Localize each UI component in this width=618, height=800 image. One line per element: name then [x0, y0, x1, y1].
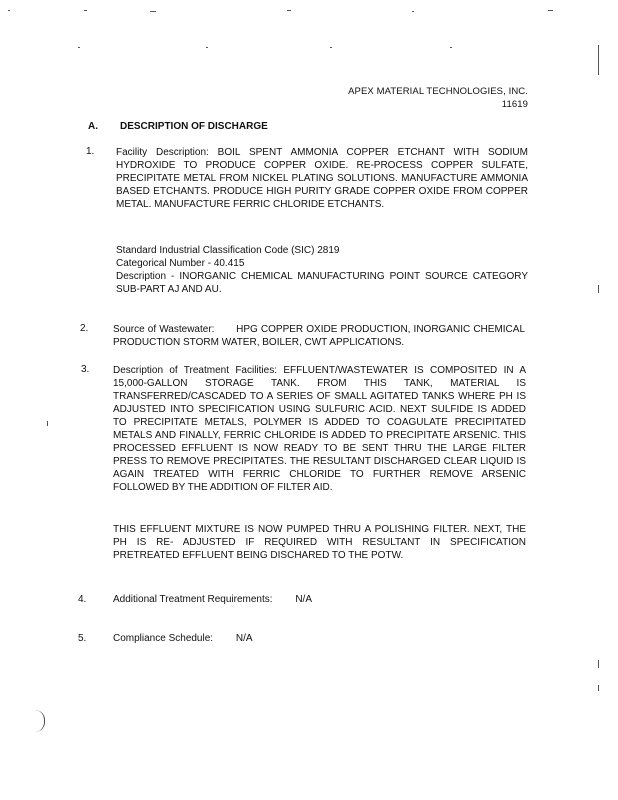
categorical-number-line: Categorical Number - 40.415 [116, 258, 245, 269]
section-letter: A. [88, 121, 98, 132]
company-name: APEX MATERIAL TECHNOLOGIES, INC. [348, 86, 528, 97]
item-number: 5. [78, 633, 87, 644]
scan-speck [78, 47, 80, 48]
scan-speck [598, 660, 599, 668]
sic-description-line: Description - INORGANIC CHEMICAL MANUFACTURING POINT SOURCE CATEGORY SUB-PART AJ AND AU. [116, 271, 528, 295]
scan-speck [47, 421, 48, 426]
scan-speck [598, 685, 599, 691]
scan-speck [450, 47, 452, 48]
scan-speck [287, 10, 291, 11]
document-code: 11619 [501, 99, 528, 110]
scan-speck [8, 10, 10, 11]
compliance-schedule [113, 633, 273, 644]
item-label: Description of Treatment Facilities: [113, 365, 277, 376]
item-label: Additional Treatment Requirements: [113, 594, 273, 605]
section-title: DESCRIPTION OF DISCHARGE [120, 121, 268, 132]
scan-speck [84, 10, 87, 11]
scan-speck [330, 47, 332, 48]
item-value: N/A [295, 594, 312, 605]
item-value: N/A [235, 633, 253, 644]
treatment-continuation: THIS EFFLUENT MIXTURE IS NOW PUMPED THRU A POLISHING FILTER. NEXT, THE PH IS RE- ADJUSTED IF REQUIRED WITH RESULTANT IN SPECIFICATION PRETREATED EFFLUENT BEING DISCHARED TO THE POTW. [113, 524, 526, 561]
scan-speck [598, 285, 599, 293]
item-label: Compliance Schedule: [113, 633, 214, 644]
description-of-treatment-facilities [113, 364, 526, 494]
sic-code-line: Standard Industrial Classification Code (SIC) 2819 [116, 245, 340, 256]
item-label: Facility Description: [116, 147, 209, 158]
item-label: Source of Wastewater: [113, 324, 215, 335]
scan-speck [548, 10, 553, 11]
scan-speck [412, 11, 414, 12]
item-number: 1. [86, 146, 95, 157]
scan-speck [206, 47, 208, 48]
page-edge-mark [34, 710, 45, 732]
additional-treatment-requirements [113, 594, 332, 605]
item-number: 4. [78, 594, 87, 605]
item-text: BOIL SPENT AMMONIA COPPER ETCHANT WITH SODIUM HYDROXIDE TO PRODUCE COPPER OXIDE. RE-PROCESS COPPER SULFATE, PRECIPITATE METAL FROM NICKEL PLATING SOLUTIONS. MANUFACTURE AMMONIA BASED ETCHANTS. PRODUCE HIGH PURITY GRADE COPPER OXIDE FROM COPPER METAL. MANUFACTURE FERRIC CHLORIDE ETCHANTS. [116, 147, 528, 210]
scan-speck [598, 45, 599, 75]
item-text: EFFLUENT/WASTEWATER IS COMPOSITED IN A 15,000-GALLON STORAGE TANK. FROM THIS TANK, MATERIAL IS TRANSFERRED/CASCADED TO A SERIES OF SMALL AGITATED TANKS WHERE PH IS ADJUSTED INTO SPECIFICATION USING SULFURIC ACID. NEXT SULFIDE IS ADDED TO PRECIPITATE METALS, POLYMER IS ADDED TO COAGULATE PRECIPITATED METALS AND FINALLY, FERRIC CHLORIDE IS ADDED TO PRECIPITATE ARSENIC. THIS PROCESSED EFFLUENT IS NOW READY TO BE SENT THRU THE LARGE FILTER PRESS TO REMOVE PRECIPITATES. THE RESULTANT DISCHARGED CLEAR LIQUID IS AGAIN TREATED WITH FERRIC CHLORIDE TO FURTHER REMOVE ARSENIC FOLLOWED BY THE ADDITION OF FILTER AID. [113, 365, 527, 493]
facility-description [116, 146, 528, 211]
source-of-wastewater [113, 323, 525, 349]
item-number: 3. [81, 364, 90, 375]
item-text: HPG COPPER OXIDE PRODUCTION, INORGANIC CHEMICAL PRODUCTION STORM WATER, BOILER, CWT APPLICATIONS. [113, 324, 526, 348]
scan-speck [150, 11, 156, 12]
item-number: 2. [80, 323, 89, 334]
